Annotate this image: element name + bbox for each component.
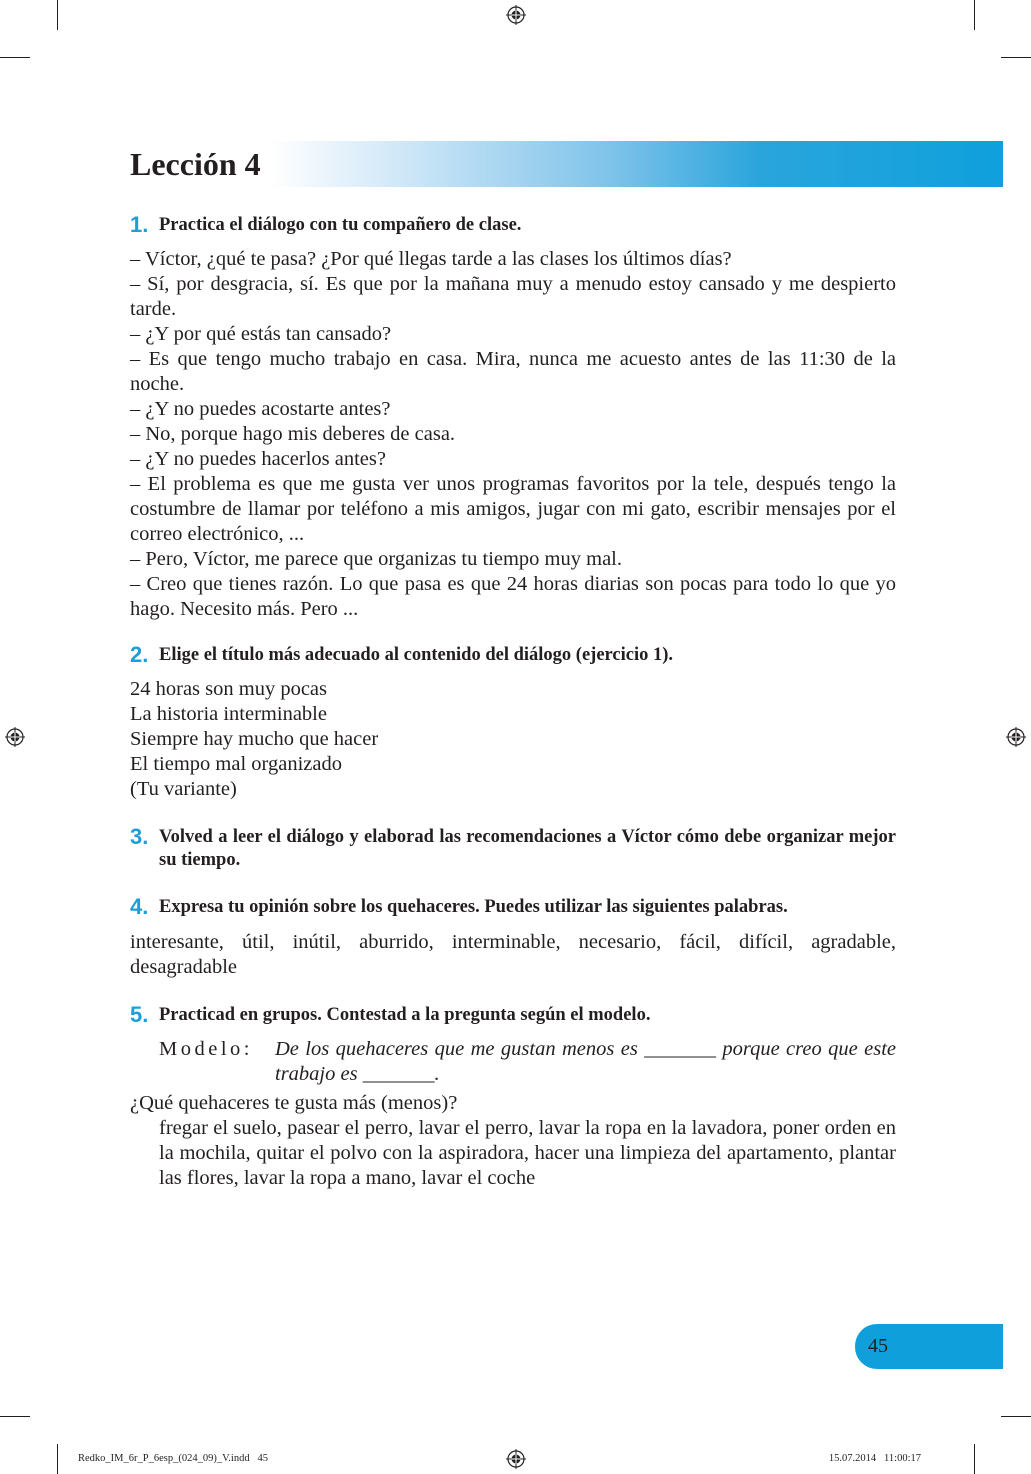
title-option: (Tu variante) <box>130 778 237 800</box>
crop-mark <box>1001 57 1031 58</box>
exercise-5-heading <box>130 1004 896 1027</box>
exercise-number: 1. <box>130 212 149 237</box>
exercise-instruction: Practica el diálogo con tu compañero de clase. <box>159 215 522 235</box>
dialogue-line: – El problema es que me gusta ver unos programas favoritos por la tele, después tengo la costumbre de llamar por teléfono a mis amigos, jugar con mi gato, escribir mensajes por el correo electrónico, ... <box>130 473 896 545</box>
print-slug-date: 15.07.2014 11:00:17 <box>828 1453 921 1464</box>
lesson-header-bar <box>130 141 1003 187</box>
exercise-3-heading <box>130 826 896 872</box>
crop-mark <box>974 0 975 30</box>
registration-mark-icon <box>1006 727 1026 747</box>
exercise-instruction: Volved a leer el diálogo y elaborad las recomendaciones a Víctor cómo debe organizar mejor su tiempo. <box>159 827 896 870</box>
crop-mark <box>0 57 30 58</box>
registration-mark-icon <box>506 5 526 25</box>
dialogue-line: – Es que tengo mucho trabajo en casa. Mira, nunca me acuesto antes de las 11:30 de la noche. <box>130 348 896 395</box>
exercise-number: 4. <box>130 894 149 919</box>
dialogue-line: – Creo que tienes razón. Lo que pasa es que 24 horas diarias son pocas para todo lo que yo hago. Necesito más. Pero ... <box>130 573 896 620</box>
title-option: El tiempo mal organizado <box>130 753 342 775</box>
exercise-instruction: Practicad en grupos. Contestad a la pregunta según el modelo. <box>159 1005 651 1025</box>
chore-list: fregar el suelo, pasear el perro, lavar el perro, lavar la ropa en la lavadora, poner orden en la mochila, quitar el polvo con la aspiradora, hacer una limpieza del apartamento, plantar las flores, lavar la ropa a mano, lavar el coche <box>159 1117 896 1189</box>
exercise-number: 2. <box>130 642 149 667</box>
model-text: De los quehaceres que me gustan menos es _______ porque creo que este trabajo es _______. <box>275 1038 896 1085</box>
page-content <box>130 214 896 1191</box>
exercise-number: 5. <box>130 1002 149 1027</box>
crop-mark <box>974 1444 975 1474</box>
title-option: Siempre hay mucho que hacer <box>130 728 379 750</box>
dialogue-line: – ¿Y no puedes acostarte antes? <box>130 398 391 420</box>
page-number: 45 <box>868 1335 888 1357</box>
dialogue-line: – ¿Y por qué estás tan cansado? <box>130 323 392 345</box>
dialogue-line: – Sí, por desgracia, sí. Es que por la mañana muy a menudo estoy cansado y me despierto tarde. <box>130 273 896 320</box>
dialogue <box>130 247 896 622</box>
model-example <box>159 1037 896 1087</box>
exercise-instruction: Elige el título más adecuado al contenido del diálogo (ejercicio 1). <box>159 645 674 665</box>
print-slug-file: Redko_IM_6r_P_6esp_(024_09)_V.indd 45 <box>78 1453 268 1464</box>
crop-mark <box>57 0 58 30</box>
crop-mark <box>0 1416 30 1417</box>
crop-mark <box>57 1444 58 1474</box>
word-list: interesante, útil, inútil, aburrido, interminable, necesario, fácil, difícil, agradable, desagradable <box>130 931 896 978</box>
exercise-instruction: Expresa tu opinión sobre los quehaceres. Puedes utilizar las siguientes palabras. <box>159 897 788 917</box>
exercise-2-heading <box>130 644 896 667</box>
crop-mark <box>1001 1416 1031 1417</box>
lesson-title: Lección 4 <box>130 146 261 182</box>
title-option: La historia interminable <box>130 703 327 725</box>
registration-mark-icon <box>5 727 25 747</box>
dialogue-line: – ¿Y no puedes hacerlos antes? <box>130 448 386 470</box>
exercise-4-heading <box>130 896 896 919</box>
dialogue-line: – No, porque hago mis deberes de casa. <box>130 423 456 445</box>
title-option: 24 horas son muy pocas <box>130 678 328 700</box>
registration-mark-icon <box>506 1449 526 1469</box>
dialogue-line: – Víctor, ¿qué te pasa? ¿Por qué llegas tarde a las clases los últimos días? <box>130 248 732 270</box>
exercise-number: 3. <box>130 824 149 849</box>
exercise-1-heading <box>130 214 896 237</box>
question: ¿Qué quehaceres te gusta más (menos)? <box>130 1092 458 1114</box>
model-label: Modelo: <box>159 1038 253 1060</box>
title-options <box>130 677 896 802</box>
dialogue-line: – Pero, Víctor, me parece que organizas tu tiempo muy mal. <box>130 548 622 570</box>
